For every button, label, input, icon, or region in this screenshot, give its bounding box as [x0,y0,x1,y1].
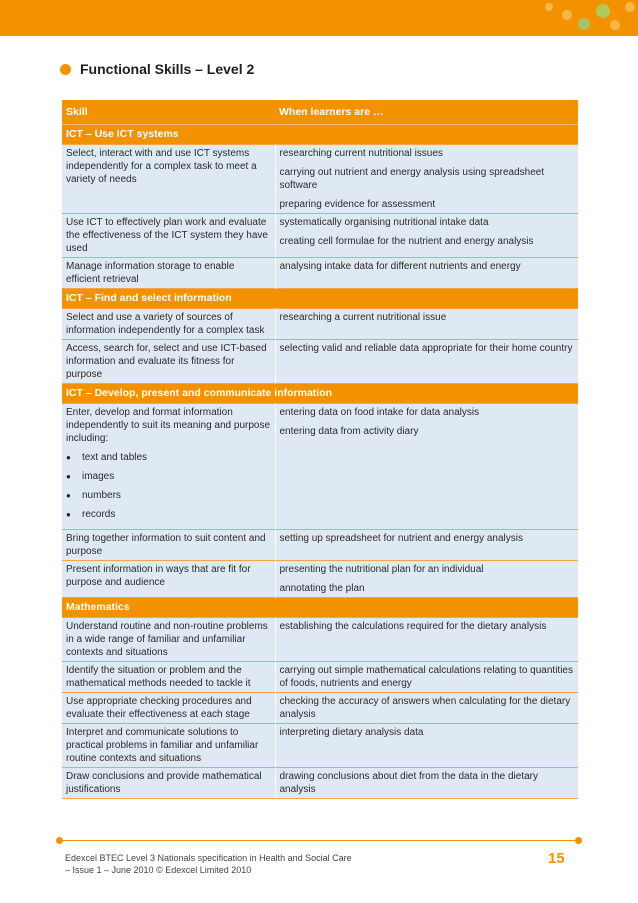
section-row [62,125,578,145]
skill-text: Access, search for, select and use ICT-based information and evaluate its fitness for purpose [66,343,267,380]
when-cell [275,404,578,530]
bullet-item: ● records [66,508,271,521]
when-cell [275,340,578,384]
skill-cell [62,145,275,214]
skill-cell [62,618,275,662]
when-text: setting up spreadsheet for nutrient and energy analysis [279,533,523,544]
skill-text: Bring together information to suit content and purpose [66,533,266,557]
decorative-dot [545,3,553,11]
when-cell [275,145,578,214]
table-body [62,125,578,799]
when-text: interpreting dietary analysis data [279,727,424,738]
when-text: entering data on food intake for data analysis [279,407,480,418]
section-title: ICT – Find and select information [62,289,578,309]
when-text: entering data from activity diary [279,426,419,437]
table-row [62,404,578,530]
when-cell [275,724,578,768]
skill-cell [62,258,275,289]
footer-line-2: – Issue 1 – June 2010 © Edexcel Limited 2010 [65,865,252,875]
when-text: analysing intake data for different nutrients and energy [279,261,521,272]
when-cell [275,309,578,340]
header-band [0,0,638,36]
decorative-dot [610,20,620,30]
skill-text: Understand routine and non-routine problems in a wide range of familiar and unfamiliar contexts and situations [66,621,268,658]
table-row [62,724,578,768]
section-row [62,598,578,618]
decorative-dot [578,18,590,30]
skill-text: Select, interact with and use ICT systems independently for a complex task to meet a variety of needs [66,148,257,185]
skill-cell [62,561,275,598]
decorative-dot [562,10,572,20]
skill-cell [62,214,275,258]
skill-text: Enter, develop and format information independently to suit its meaning and purpose including: [66,407,271,444]
when-text: carrying out simple mathematical calculations relating to quantities of foods, nutrients and energy [279,665,573,689]
bullet-item: ● text and tables [66,451,271,464]
skill-text: Use ICT to effectively plan work and evaluate the effectiveness of the ICT system they have used [66,217,268,254]
skill-text: Interpret and communicate solutions to practical problems in familiar and unfamiliar routine contexts and situations [66,727,259,764]
footer-dot [56,837,63,844]
section-heading [60,61,254,77]
skill-text: Identify the situation or problem and the mathematical methods needed to tackle it [66,665,251,689]
footer-text [65,852,352,876]
when-cell [275,768,578,799]
when-cell [275,693,578,724]
decorative-dot [596,4,610,18]
when-text: researching current nutritional issues [279,148,443,159]
table-row [62,214,578,258]
skill-cell [62,662,275,693]
skill-cell [62,340,275,384]
table-row [62,309,578,340]
skill-cell [62,530,275,561]
skill-text: Draw conclusions and provide mathematical justifications [66,771,262,795]
when-text: researching a current nutritional issue [279,312,447,323]
when-cell [275,214,578,258]
skills-table [62,100,578,799]
table-row [62,340,578,384]
when-text: systematically organising nutritional intake data [279,217,489,228]
section-row [62,384,578,404]
bullet-item: ● numbers [66,489,271,502]
skill-text: Present information in ways that are fit for purpose and audience [66,564,251,588]
table-row [62,561,578,598]
skill-cell [62,404,275,530]
section-title: ICT – Use ICT systems [62,125,578,145]
footer-line-1: Edexcel BTEC Level 3 Nationals specification in Health and Social Care [65,853,352,863]
bullet-dot-icon [60,64,71,75]
when-text: presenting the nutritional plan for an individual [279,564,484,575]
table-row [62,693,578,724]
heading-text: Functional Skills – Level 2 [80,61,255,77]
table-row [62,530,578,561]
section-title: ICT – Develop, present and communicate information [62,384,578,404]
section-title: Mathematics [62,598,578,618]
column-header-skill: Skill [62,100,275,125]
footer-dot [575,837,582,844]
decorative-dot [625,2,635,12]
when-text: preparing evidence for assessment [279,199,436,210]
skill-cell [62,693,275,724]
table-row [62,768,578,799]
when-cell [275,561,578,598]
when-text: creating cell formulae for the nutrient and energy analysis [279,236,534,247]
section-row [62,289,578,309]
skill-cell [62,309,275,340]
when-text: selecting valid and reliable data appropriate for their home country [279,343,573,354]
when-cell [275,662,578,693]
when-text: establishing the calculations required for the dietary analysis [279,621,547,632]
table-row [62,618,578,662]
skill-text: Use appropriate checking procedures and evaluate their effectiveness at each stage [66,696,252,720]
when-text: checking the accuracy of answers when calculating for the dietary analysis [279,696,571,720]
when-cell [275,258,578,289]
bullet-item: ● images [66,470,271,483]
table-row [62,258,578,289]
skill-cell [62,768,275,799]
table-header-row [62,100,578,125]
when-text: carrying out nutrient and energy analysis using spreadsheet software [279,167,545,191]
skill-cell [62,724,275,768]
when-cell [275,618,578,662]
when-text: annotating the plan [279,583,365,594]
table-row [62,662,578,693]
skill-text: Select and use a variety of sources of information independently for a complex task [66,312,265,336]
footer-rule [60,840,578,841]
skill-text: Manage information storage to enable efficient retrieval [66,261,235,285]
when-text: drawing conclusions about diet from the data in the dietary analysis [279,771,538,795]
table-row [62,145,578,214]
page-number: 15 [548,850,565,867]
column-header-when: When learners are … [275,100,578,125]
when-cell [275,530,578,561]
bullet-list [66,451,271,521]
